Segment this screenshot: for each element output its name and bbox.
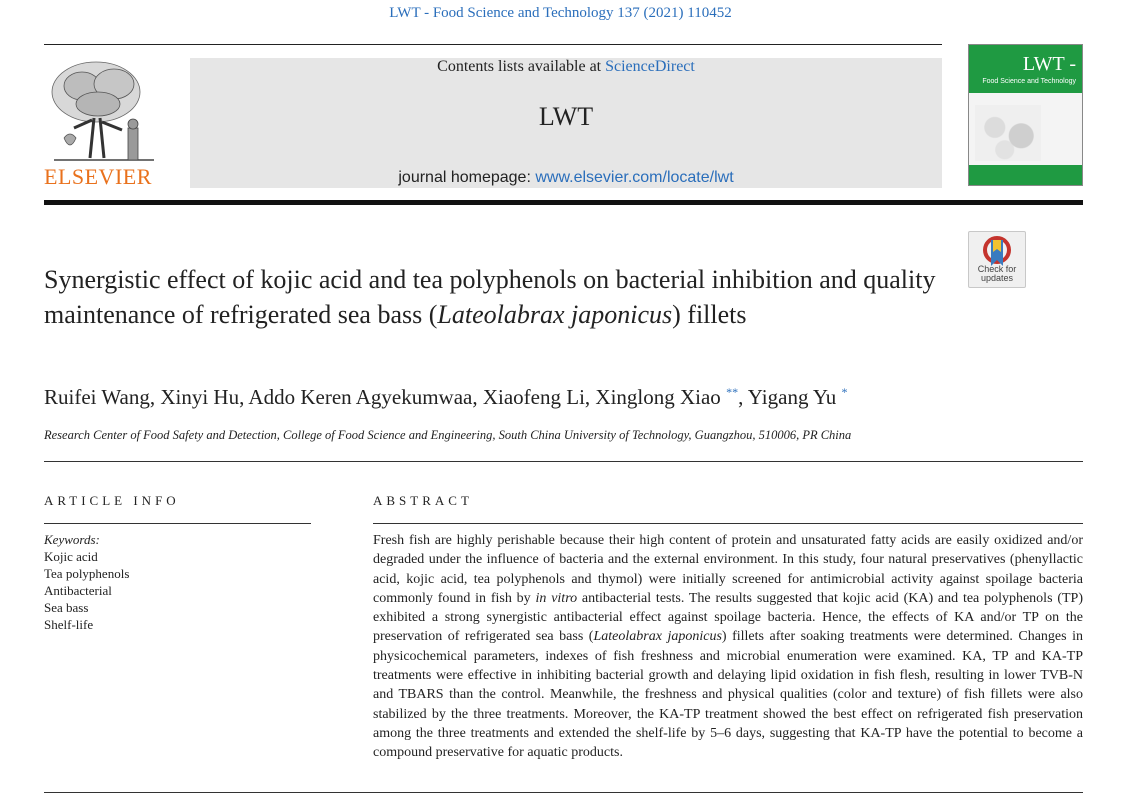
abstract-italic: in vitro [535, 590, 578, 606]
keyword-item: Shelf-life [44, 617, 94, 632]
author-name[interactable]: Xinglong Xiao [595, 385, 721, 409]
publisher-name: ELSEVIER [44, 164, 152, 189]
abstract-heading: ABSTRACT [373, 493, 473, 508]
check-for-updates-button[interactable] [968, 231, 1026, 288]
author-name[interactable]: Xiaofeng Li [482, 385, 585, 409]
keyword-item: Tea polyphenols [44, 566, 130, 581]
keywords-list [44, 531, 129, 633]
title-part2: ) fillets [672, 300, 747, 329]
author-name[interactable]: Ruifei Wang [44, 385, 150, 409]
check-updates-line1: Check for [977, 264, 1017, 274]
section-rule [44, 461, 1083, 462]
cover-image [975, 105, 1041, 161]
abstract-italic: Lateolabrax japonicus [593, 629, 722, 645]
title-species: Lateolabrax japonicus [437, 300, 673, 329]
cover-title: LWT - [1022, 53, 1076, 75]
header-bottom-rule [44, 200, 1083, 205]
bottom-rule [44, 792, 1083, 793]
abstract-segment: ) fillets after soaking treatments were determined. Changes in physicochemical parameters, indexes of fish freshness and microbial enumeration were examined. KA, TP and KA-TP treatments were effective in inhibiting bacterial growth and delaying lipid oxidation in fish flesh, resulting in lower TVB-N and TBARS than the control. Meanwhile, the freshness and physical qualities (color and texture) of fish fillets were also stabilized by the three treatments. Moreover, the KA-TP treatment showed the best effect on refrigerated fish preservation among the three treatments and extended the shelf-life by 5–6 days, suggesting that KA-TP have the potential to become a compound preservative for aquatic products. [373, 629, 1083, 761]
author-affiliation: Research Center of Food Safety and Detection, College of Food Science and Engineering, South China University of Technology, Guangzhou, 510006, PR China [44, 428, 852, 442]
abstract-rule [373, 523, 1083, 524]
homepage-link[interactable]: www.elsevier.com/locate/lwt [535, 169, 734, 186]
sciencedirect-link[interactable]: ScienceDirect [605, 58, 695, 75]
header-top-rule [44, 44, 942, 45]
journal-name: LWT [538, 102, 594, 131]
author-name[interactable]: Yigang Yu [747, 385, 837, 409]
check-for-updates-label [969, 265, 1025, 283]
article-info-rule [44, 523, 311, 524]
author-list: Ruifei Wang, Xinyi Hu, Addo Keren Agyekumwaa, Xiaofeng Li, Xinglong Xiao **, Yigang Yu * [44, 385, 848, 409]
keyword-item: Kojic acid [44, 549, 98, 564]
keyword-item: Sea bass [44, 600, 89, 615]
journal-cover[interactable] [968, 44, 1083, 186]
journal-header-panel [190, 58, 942, 188]
tree-icon [44, 58, 164, 166]
corresponding-author-mark[interactable]: * [841, 385, 848, 399]
check-updates-line2: updates [980, 273, 1014, 283]
corresponding-author-mark[interactable]: ** [726, 385, 739, 399]
cover-subtitle: Food Science and Technology [982, 78, 1076, 85]
contents-prefix: Contents lists available at [437, 58, 606, 75]
author-name[interactable]: Addo Keren Agyekumwaa [248, 385, 473, 409]
homepage-prefix: journal homepage: [398, 169, 536, 186]
author-name[interactable]: Xinyi Hu [160, 385, 240, 409]
title-part1: Synergistic effect of kojic acid and tea polyphenols on bacterial inhibition and quality maintenance of refrigerated sea bass ( [44, 265, 936, 329]
article-info-heading: ARTICLE INFO [44, 493, 180, 508]
abstract-segment: antibacterial tests. The results suggested that kojic acid (KA) and tea polyphenols (TP) exhibited a strong synergistic antibacterial effect against spoilage bacteria. Hence, the effects of KA and/or TP on the preservation of refrigerated sea bass ( [373, 590, 1083, 645]
keyword-item: Antibacterial [44, 583, 112, 598]
journal-citation-link[interactable]: LWT - Food Science and Technology 137 (2021) 110452 [389, 5, 732, 21]
journal-homepage [190, 169, 942, 187]
keywords-label: Keywords: [44, 532, 100, 547]
abstract-text [373, 531, 1083, 763]
contents-availability [190, 58, 942, 76]
abstract-segment: Fresh fish are highly perishable because their high content of protein and unsaturated fatty acids are easily oxidized and/or degraded under the influence of bacteria and the external environment. In this study, four natural preservatives (phenyllactic acid, kojic acid, tea polyphenols and thymol) were initially screened for antimicrobial activity against spoilage bacteria commonly found in fish by [373, 533, 1083, 606]
article-title [44, 262, 954, 332]
elsevier-logo [44, 58, 164, 190]
